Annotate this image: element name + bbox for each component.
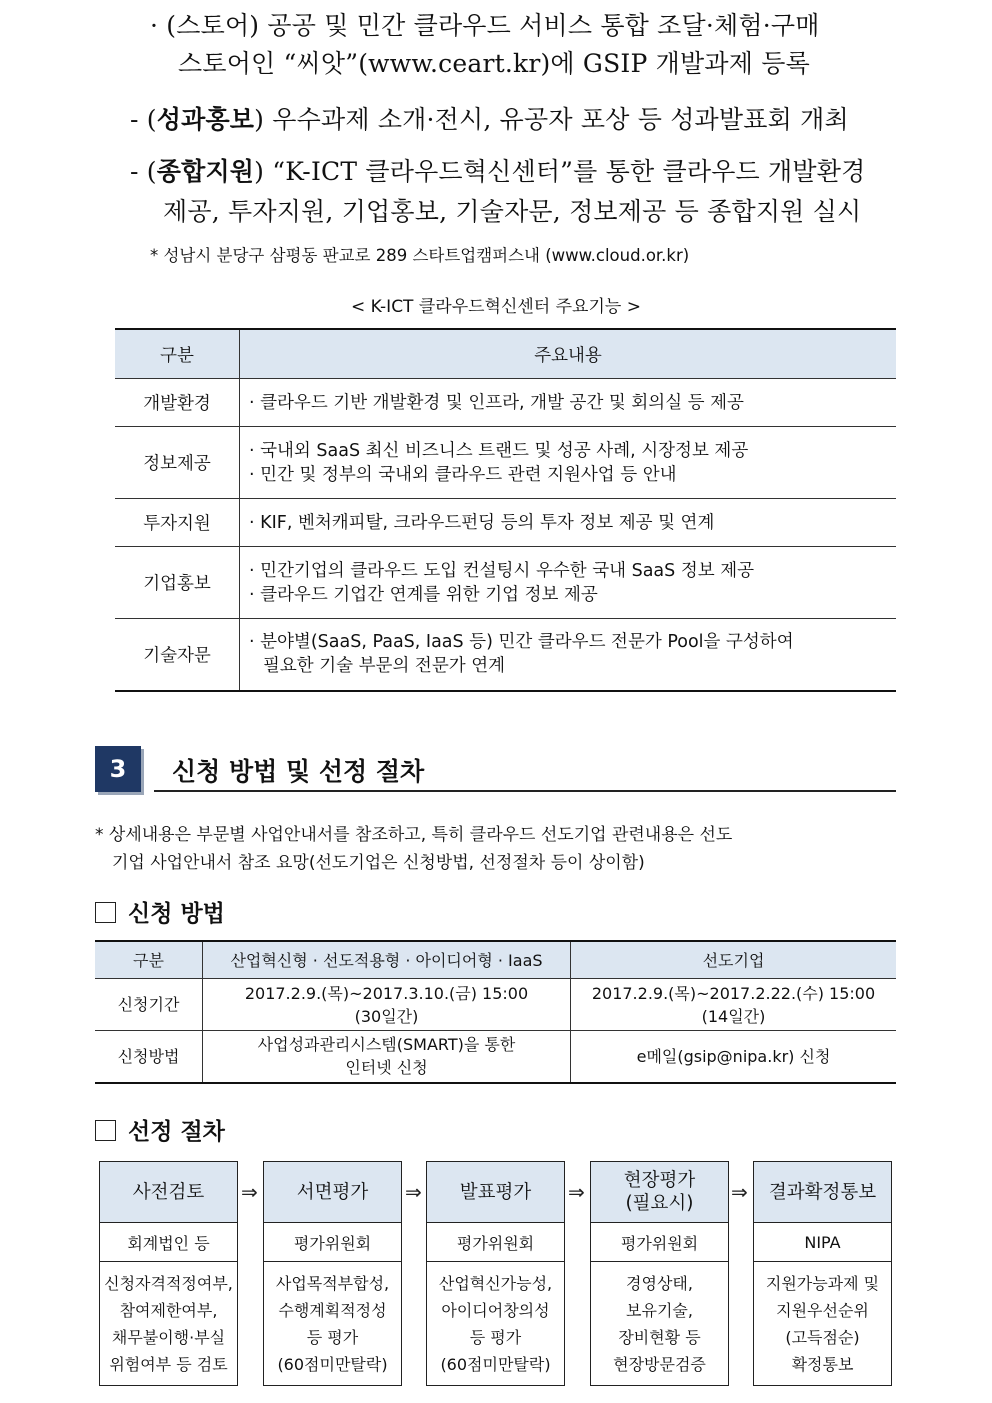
row-label: 기술자문 — [115, 619, 240, 691]
row-label: 기업홍보 — [115, 547, 240, 619]
center-functions-table — [115, 328, 896, 692]
promo-text: 우수과제 소개·전시, 유공자 포상 등 성과발표회 개최 — [264, 105, 849, 134]
arrow-right-icon: ⇒ — [731, 1180, 748, 1204]
table-row — [115, 379, 896, 427]
process-heading — [95, 1113, 225, 1146]
process-heading-text: 선정 절차 — [128, 1119, 225, 1145]
section-number: 3 — [95, 746, 141, 792]
process-step-2 — [263, 1161, 402, 1386]
period-label: 신청기간 — [95, 979, 203, 1031]
step-title: 결과확정통보 — [768, 1181, 877, 1203]
row-text: · 국내외 SaaS 최신 비즈니스 트랜드 및 성공 사례, 시장정보 제공 — [249, 440, 749, 461]
row-text: · 클라우드 기업간 연계를 위한 기업 정보 제공 — [249, 584, 598, 605]
table1-header-category: 구분 — [115, 329, 240, 379]
step-desc: 지원우선순위 — [776, 1301, 869, 1320]
step-desc: 산업혁신가능성, — [438, 1274, 553, 1293]
apply-header-leading: 선도기업 — [571, 941, 897, 979]
step-desc: 채무불이행·부실 — [111, 1328, 226, 1347]
row-text: · KIF, 벤처캐피탈, 크라우드펀딩 등의 투자 정보 제공 및 연계 — [249, 512, 715, 533]
table-row — [95, 979, 896, 1031]
arrow-right-icon: ⇒ — [405, 1180, 422, 1204]
step-owner: 평가위원회 — [264, 1223, 401, 1262]
period-leading-1: 2017.2.9.(목)~2017.2.22.(수) 15:00 — [591, 983, 876, 1003]
step-owner: 회계법인 등 — [100, 1223, 237, 1262]
period-leading-2: (14일간) — [701, 1006, 766, 1026]
row-text: · 분야별(SaaS, PaaS, IaaS 등) 민간 클라우드 전문가 Pool을 구성하여 — [249, 632, 794, 653]
section-divider — [154, 790, 896, 792]
apply-header-general: 산업혁신형 · 선도적용형 · 아이디어형 · IaaS — [203, 941, 571, 979]
step-title-note: (필요시) — [625, 1193, 694, 1214]
step-owner: NIPA — [754, 1223, 891, 1262]
arrow-right-icon: ⇒ — [241, 1180, 258, 1204]
step-desc: 확정통보 — [791, 1355, 854, 1374]
section-title: 신청 방법 및 선정 절차 — [172, 757, 425, 786]
support-text-2: 제공, 투자지원, 기업홍보, 기술자문, 정보제공 등 종합지원 실시 — [163, 197, 862, 226]
row-text: 필요한 기술 부문의 전문가 연계 — [263, 656, 506, 677]
checkbox-square-icon — [95, 902, 116, 923]
section-note-2: 기업 사업안내서 참조 요망(선도기업은 신청방법, 선정절차 등이 상이함) — [112, 853, 645, 873]
row-label: 투자지원 — [115, 499, 240, 547]
step-desc: 참여제한여부, — [119, 1301, 218, 1320]
promo-label: 성과홍보 — [156, 105, 255, 134]
period-general-2: (30일간) — [354, 1006, 419, 1026]
section-note-1: * 상세내용은 부문별 사업안내서를 참조하고, 특히 클라우드 선도기업 관련내용은 선도 — [95, 825, 733, 845]
row-text: · 클라우드 기반 개발환경 및 인프라, 개발 공간 및 회의실 등 제공 — [249, 392, 744, 413]
table-row — [115, 499, 896, 547]
process-step-4 — [590, 1161, 729, 1386]
row-text: · 민간 및 정부의 국내외 클라우드 관련 지원사업 등 안내 — [249, 464, 677, 485]
support-label: 종합지원 — [156, 157, 255, 186]
support-text-1: “K-ICT 클라우드혁신센터”를 통한 클라우드 개발환경 — [264, 157, 866, 186]
step-desc: 사업목적부합성, — [275, 1274, 390, 1293]
step-desc: 수행계획적정성 — [278, 1301, 387, 1320]
apply-heading — [95, 895, 225, 928]
method-general-1: 사업성과관리시스템(SMART)을 통한 — [257, 1035, 516, 1055]
row-text: · 민간기업의 클라우드 도입 컨설팅시 우수한 국내 SaaS 정보 제공 — [249, 560, 755, 581]
store-line-2: 스토어인 “씨앗”(www.ceart.kr)에 GSIP 개발과제 등록 — [178, 49, 810, 78]
method-leading: e메일(gsip@nipa.kr) 신청 — [571, 1031, 897, 1083]
step-desc: (60점미만탈락) — [440, 1355, 551, 1374]
row-label: 개발환경 — [115, 379, 240, 427]
step-desc: 경영상태, — [626, 1274, 693, 1293]
method-label: 신청방법 — [95, 1031, 203, 1083]
process-step-3 — [426, 1161, 565, 1386]
step-desc: 장비현황 등 — [618, 1328, 701, 1347]
address-note: * 성남시 분당구 삼평동 판교로 289 스타트업캠퍼스내 (www.cloud.or.kr) — [150, 246, 690, 265]
step-title: 사전검토 — [132, 1181, 205, 1203]
row-label: 정보제공 — [115, 427, 240, 499]
step-desc: (고득점순) — [785, 1328, 860, 1347]
table1-caption: < K-ICT 클라우드혁신센터 주요기능 > — [351, 297, 641, 317]
step-owner: 평가위원회 — [591, 1223, 728, 1262]
support-bullet: - (종합지원) “K-ICT 클라우드혁신센터”를 통한 클라우드 개발환경 — [130, 157, 866, 186]
method-general-2: 인터넷 신청 — [345, 1058, 428, 1078]
table-row — [115, 619, 896, 691]
store-line-1: · (스토어) 공공 및 민간 클라우드 서비스 통합 조달·체험·구매 — [150, 11, 820, 40]
table-row — [95, 1031, 896, 1083]
step-desc: 위험여부 등 검토 — [109, 1355, 228, 1374]
step-title: 현장평가 — [623, 1170, 696, 1191]
step-desc: 신청자격적정여부, — [104, 1274, 233, 1293]
table-row — [115, 547, 896, 619]
step-desc: 보유기술, — [626, 1301, 693, 1320]
table1-header-content: 주요내용 — [240, 329, 897, 379]
process-step-1 — [99, 1161, 238, 1386]
step-desc: 현장방문검증 — [613, 1355, 706, 1374]
apply-heading-text: 신청 방법 — [128, 901, 225, 927]
arrow-right-icon: ⇒ — [568, 1180, 585, 1204]
step-desc: 지원가능과제 및 — [765, 1274, 880, 1293]
step-desc: 등 평가 — [306, 1328, 359, 1347]
step-desc: (60점미만탈락) — [277, 1355, 388, 1374]
step-title: 발표평가 — [459, 1181, 532, 1203]
step-desc: 아이디어창의성 — [441, 1301, 550, 1320]
promo-bullet: - (성과홍보) 우수과제 소개·전시, 유공자 포상 등 성과발표회 개최 — [130, 105, 849, 134]
checkbox-square-icon — [95, 1120, 116, 1141]
process-step-5 — [753, 1161, 892, 1386]
period-general-1: 2017.2.9.(목)~2017.3.10.(금) 15:00 — [244, 983, 529, 1003]
apply-table — [95, 940, 896, 1084]
step-desc: 등 평가 — [469, 1328, 522, 1347]
table-row — [115, 427, 896, 499]
step-title: 서면평가 — [296, 1181, 369, 1203]
step-owner: 평가위원회 — [427, 1223, 564, 1262]
apply-header-category: 구분 — [95, 941, 203, 979]
